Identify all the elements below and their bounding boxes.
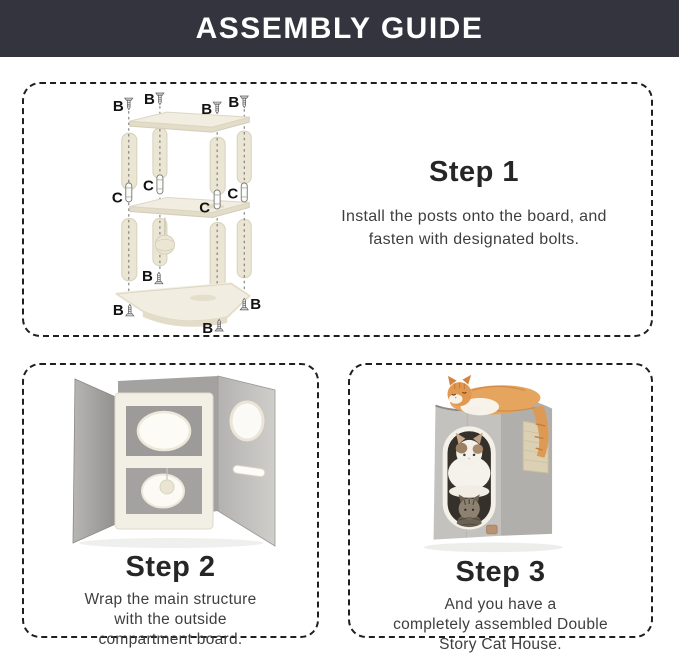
bolt-label: B — [250, 295, 262, 313]
connector-label: C — [111, 189, 123, 207]
floor-shadow — [79, 538, 263, 548]
connector-label: C — [143, 177, 154, 195]
step2-line: compartment board. — [98, 631, 243, 648]
connector-label: C — [227, 185, 239, 203]
step1-diagram — [94, 87, 270, 336]
step3-title: Step 3 — [455, 556, 546, 588]
outer-board-left — [73, 379, 118, 543]
step1-copy — [312, 156, 636, 251]
step3-line: completely assembled Double — [393, 616, 608, 633]
outer-board-right — [218, 376, 275, 546]
step2-description — [24, 590, 317, 650]
floor-shadow — [423, 543, 562, 553]
fluffy-ledge — [448, 485, 488, 498]
main-structure — [115, 393, 213, 529]
bolt-label: B — [228, 94, 240, 112]
top-board — [130, 112, 249, 132]
connector-label: C — [199, 199, 211, 217]
bolt-label: B — [112, 301, 124, 319]
upper-oval-opening — [138, 412, 190, 450]
step2-title: Step 2 — [125, 551, 216, 583]
bolt-label: B — [201, 101, 213, 119]
hanging-ball-toy — [160, 480, 174, 494]
round-entry-hole — [231, 402, 263, 440]
step1-line: fasten with designated bolts. — [368, 231, 580, 248]
step2-panel — [22, 363, 319, 648]
bolt-label: B — [142, 267, 153, 285]
step1-description — [312, 205, 636, 251]
bolt-label: B — [202, 319, 214, 336]
step3-line: And you have a — [444, 596, 557, 613]
step1-line: Install the posts onto the board, and — [341, 208, 607, 225]
bottom-board — [117, 284, 250, 327]
step3-line: Story Cat House. — [439, 636, 562, 653]
step1-panel — [22, 82, 653, 337]
step2-line: Wrap the main structure — [84, 591, 257, 608]
page-title: ASSEMBLY GUIDE — [195, 12, 484, 45]
brand-tag — [486, 525, 497, 534]
header-banner — [0, 0, 679, 57]
step3-image — [391, 371, 611, 556]
step2-image — [53, 371, 288, 551]
step1-title: Step 1 — [428, 156, 520, 188]
step3-description — [350, 595, 651, 655]
step2-line: with the outside — [114, 611, 227, 628]
bolt-label: B — [144, 91, 155, 109]
step3-panel — [348, 363, 653, 653]
bolt-label: B — [112, 98, 124, 116]
